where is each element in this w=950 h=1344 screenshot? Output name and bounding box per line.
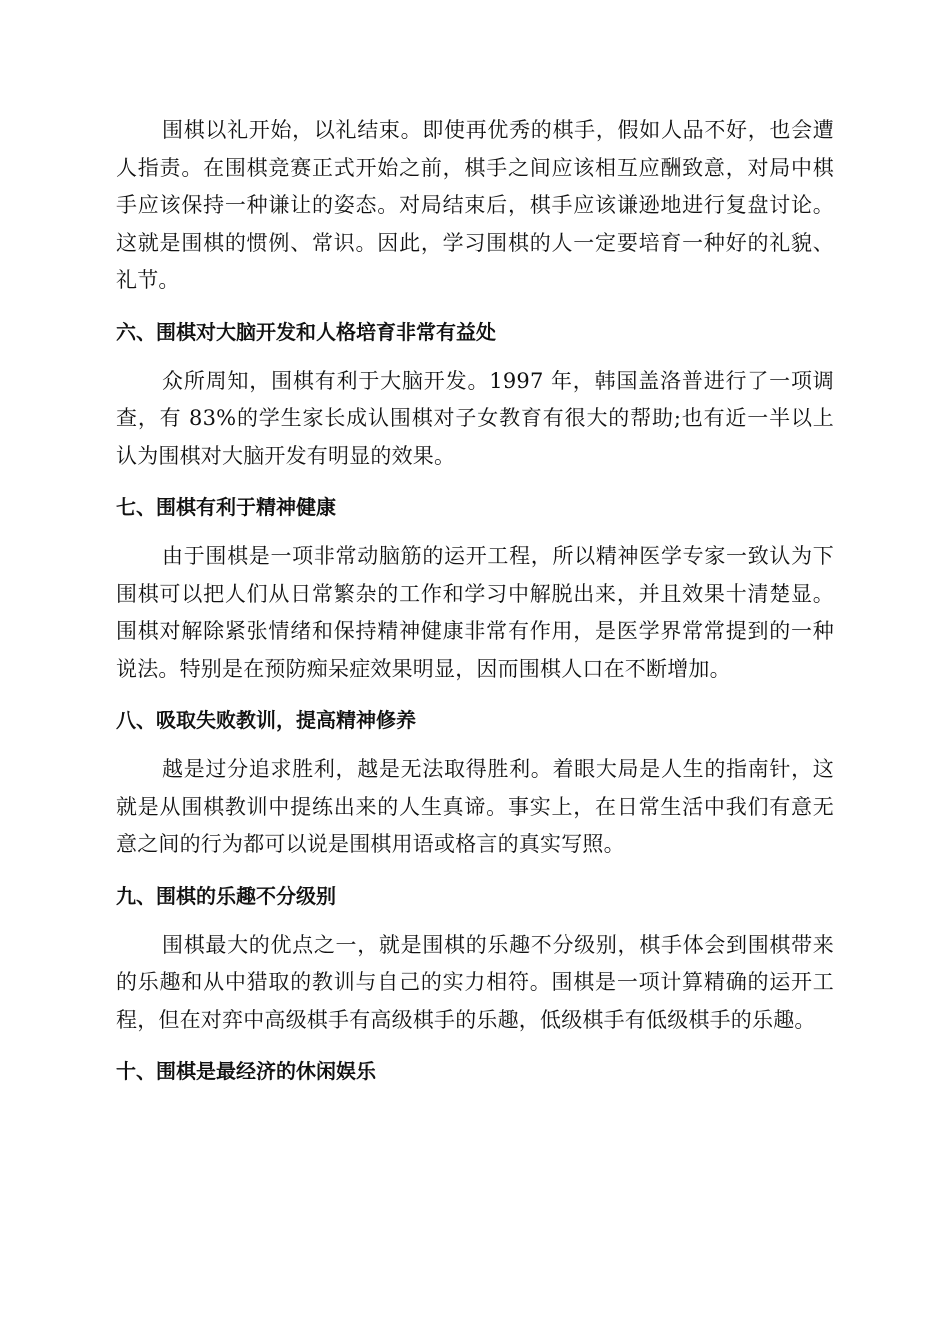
heading-section-8: 八、吸取失败教训，提高精神修养: [116, 708, 416, 732]
heading-section-9: 九、围棋的乐趣不分级别: [116, 883, 336, 908]
heading-section-7: 七、围棋有利于精神健康: [116, 495, 336, 519]
paragraph-etiquette: 围棋以礼开始，以礼结束。即使再优秀的棋手，假如人品不好，也会遭人指责。在围棋竞赛正式开始之前，棋手之间应该相互应酬致意，对局中棋手应该保持一种谦让的姿态。对局结束后，棋手应该谦逊地进行复盘讨论。这就是围棋的惯例、常识。因此，学习围棋的人一定要培育一种好的礼貌、礼节。: [116, 118, 834, 292]
document-content: [116, 112, 834, 1090]
paragraph-fun-levels: 围棋最大的优点之一，就是围棋的乐趣不分级别，棋手体会到围棋带来的乐趣和从中猎取的教训与自己的实力相符。围棋是一项计算精确的运开工程，但在对弈中高级棋手有高级棋手的乐趣，低级棋手有低级棋手的乐趣。: [116, 932, 834, 1032]
heading-section-6: 六、围棋对大脑开发和人格培育非常有益处: [116, 319, 496, 344]
paragraph-brain-development: 众所周知，围棋有利于大脑开发。1997 年，韩国盖洛普进行了一项调查，有 83%的学生家长成认围棋对子女教育有很大的帮助;也有近一半以上认为围棋对大脑开发有明显的效果。: [116, 368, 834, 468]
heading-section-10: 十、围棋是最经济的休闲娱乐: [116, 1059, 376, 1083]
paragraph-lessons: 越是过分追求胜利，越是无法取得胜利。着眼大局是人生的指南针，这就是从围棋教训中提练出来的人生真谛。事实上，在日常生活中我们有意无意之间的行为都可以说是围棋用语或格言的真实写照。: [116, 757, 834, 856]
paragraph-mental-health: 由于围棋是一项非常动脑筋的运开工程，所以精神医学专家一致认为下围棋可以把人们从日常繁杂的工作和学习中解脱出来，并且效果十清楚显。围棋对解除紧张情绪和保持精神健康非常有作用，是医学界常常提到的一种说法。特别是在预防痴呆症效果明显，因而围棋人口在不断增加。: [116, 544, 834, 681]
